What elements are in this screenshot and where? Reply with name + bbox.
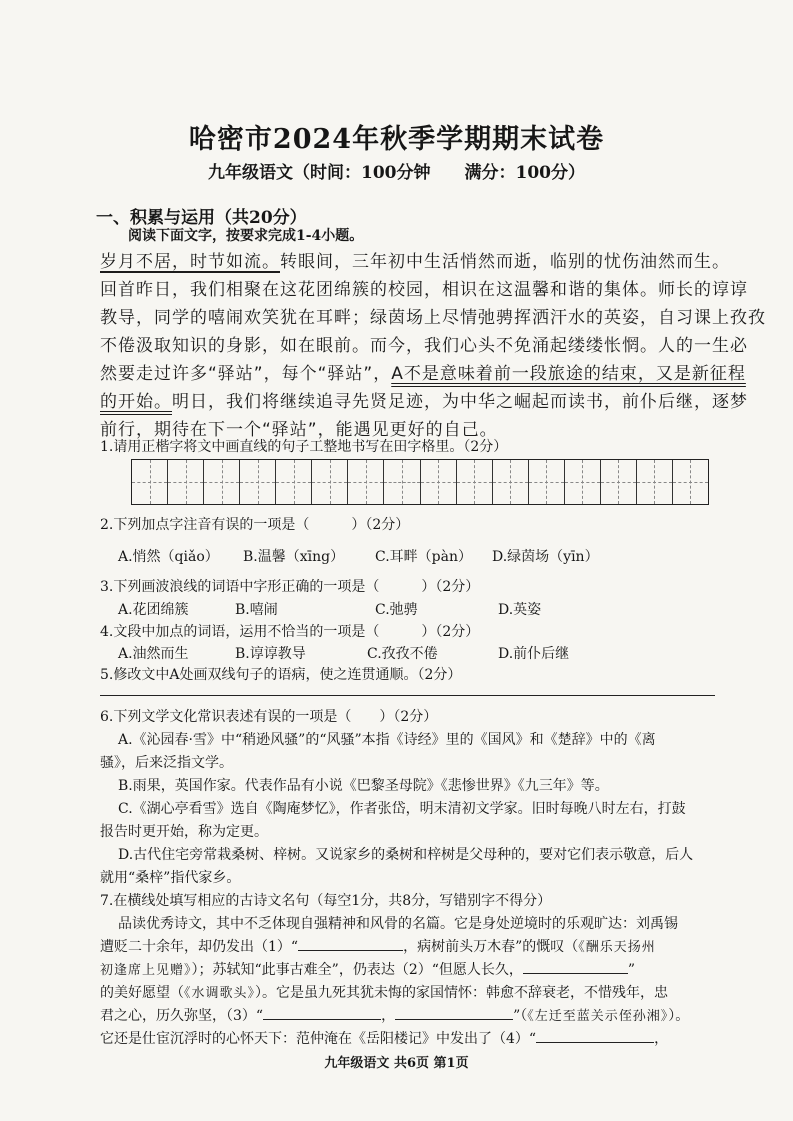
double-underlined-sentence-a: A不是意味着前一段旅途的结束，又是新征程 — [391, 364, 746, 384]
passage-line-2: 回首昨日，我们相聚在这花团绵簇的校园，相识在这温馨和谐的集体。师长的谆谆 — [100, 280, 748, 300]
q6-option-b: B.雨果，英国作家。代表作品有小说《巴黎圣母院》《悲惨世界》《九三年》等。 — [118, 778, 609, 794]
question-7: 7.在横线处填写相应的古诗文名句（每空1分，共8分，写错别字不得分） — [100, 893, 552, 909]
question-3: 3.下列画波浪线的词语中字形正确的一项是（ ）（2分） — [100, 579, 480, 595]
blank-1[interactable] — [298, 936, 403, 951]
q6-option-d-line2: 就用“桑梓”指代家乡。 — [100, 870, 241, 886]
q6-option-c-line1: C.《湖心亭看雪》选自《陶庵梦忆》，作者张岱，明末清初文学家。旧时每晚八时左右，打鼓 — [118, 801, 686, 817]
q2-option-d: D.绿茵场（yīn） — [492, 549, 599, 565]
q3-option-c: C.弛骋 — [375, 602, 418, 618]
question-1: 1.请用正楷字将文中画直线的句子工整地书写在田字格里。（2分） — [100, 439, 508, 455]
blank-3b[interactable] — [395, 1005, 513, 1020]
section-instruction: 阅读下面文字，按要求完成1-4小题。 — [128, 228, 364, 244]
q7-line-1: 品读优秀诗文，其中不乏体现自强精神和风骨的名篇。它是身处逆境时的乐观旷达：刘禹锡 — [118, 916, 678, 932]
answer-line[interactable] — [100, 695, 715, 696]
passage-line-5: 然要走过许多“驿站”，每个“驿站”，A不是意味着前一段旅途的结束，又是新征程 — [100, 364, 746, 384]
q4-option-d: D.前仆后继 — [498, 646, 570, 662]
q3-option-b: B.嘻闹 — [235, 602, 278, 618]
exam-subtitle: 九年级语文（时间：100分钟 满分：100分） — [208, 163, 585, 183]
straight-underlined-sentence: 岁月不居，时节如流。 — [100, 252, 280, 272]
q7-line-5: 君之心，历久弥坚，（3）“ ， ”（《左迁至蓝关示侄孙湘》）。 — [100, 1005, 689, 1025]
passage-line-6: 的开始。明日，我们将继续追寻先贤足迹，为中华之崛起而读书，前仆后继，逐梦 — [100, 392, 748, 412]
q7-line-4: 的美好愿望（《水调歌头》）。它是虽九死其犹未悔的家国情怀：韩愈不辞衰老，不惜残年，忠 — [100, 985, 669, 1001]
q7-line-2: 遭贬二十余年，却仍发出（1）“ ，病树前头万木春”的慨叹（《酬乐天扬州 — [100, 936, 656, 956]
blank-3a[interactable] — [263, 1005, 381, 1020]
q4-option-a: A.油然而生 — [118, 646, 189, 662]
q3-option-d: D.英姿 — [498, 602, 542, 618]
q7-line-6: 它还是仕宦沉浮时的心怀天下：范仲淹在《岳阳楼记》中发出了（4）“ ， — [100, 1028, 668, 1048]
q2-option-c: C.耳畔（pàn） — [375, 549, 472, 565]
q2-option-a: A.悄然（qiǎo） — [118, 549, 219, 565]
passage-line-1: 岁月不居，时节如流。转眼间，三年初中生活悄然而逝，临别的忧伤油然而生。 — [100, 252, 730, 272]
q4-option-c: C.孜孜不倦 — [367, 646, 438, 662]
section-heading: 一、积累与运用（共20分） — [96, 208, 307, 228]
blank-4[interactable] — [536, 1028, 654, 1043]
passage-line-3: 教导，同学的嘻闹欢笑犹在耳畔；绿茵场上尽情弛骋挥洒汗水的英姿，自习课上孜孜 — [100, 308, 766, 328]
question-6: 6.下列文学文化常识表述有误的一项是（ ）（2分） — [100, 709, 438, 725]
q4-option-b: B.谆谆教导 — [235, 646, 306, 662]
question-5: 5.修改文中A处画双线句子的语病，使之连贯通顺。（2分） — [100, 667, 462, 683]
writing-grid[interactable] — [131, 459, 709, 505]
exam-title: 哈密市2024年秋季学期期末试卷 — [188, 124, 605, 155]
passage-line-4: 不倦汲取知识的身影，如在眼前。而今，我们心头不免涌起缕缕怅惘。人的一生必 — [100, 336, 748, 356]
q6-option-a-line1: A.《沁园春·雪》中“稍逊风骚”的“风骚”本指《诗经》里的《国风》和《楚辞》中的《离 — [118, 732, 656, 748]
passage-line-7: 前行，期待在下一个“驿站”，能遇见更好的自己。 — [100, 420, 498, 440]
question-2: 2.下列加点字注音有误的一项是（ ）（2分） — [100, 517, 410, 533]
page-footer: 九年级语文 共6页 第1页 — [324, 1056, 469, 1071]
q6-option-c-line2: 报告时更开始，称为定更。 — [100, 824, 268, 840]
q6-option-a-line2: 骚》，后来泛指文学。 — [100, 755, 233, 771]
q7-line-3: 初逢席上见赠》）；苏轼知“此事古难全”，仍表达（2）“但愿人长久， ” — [100, 959, 635, 979]
q2-option-b: B.温馨（xīng） — [243, 549, 345, 565]
blank-2[interactable] — [523, 959, 628, 974]
q3-option-a: A.花团绵簇 — [118, 602, 189, 618]
q6-option-d-line1: D.古代住宅旁常栽桑树、梓树。又说家乡的桑树和梓树是父母种的，要对它们表示敬意，后人 — [118, 847, 694, 863]
question-4: 4.文段中加点的词语，运用不恰当的一项是（ ）（2分） — [100, 624, 480, 640]
